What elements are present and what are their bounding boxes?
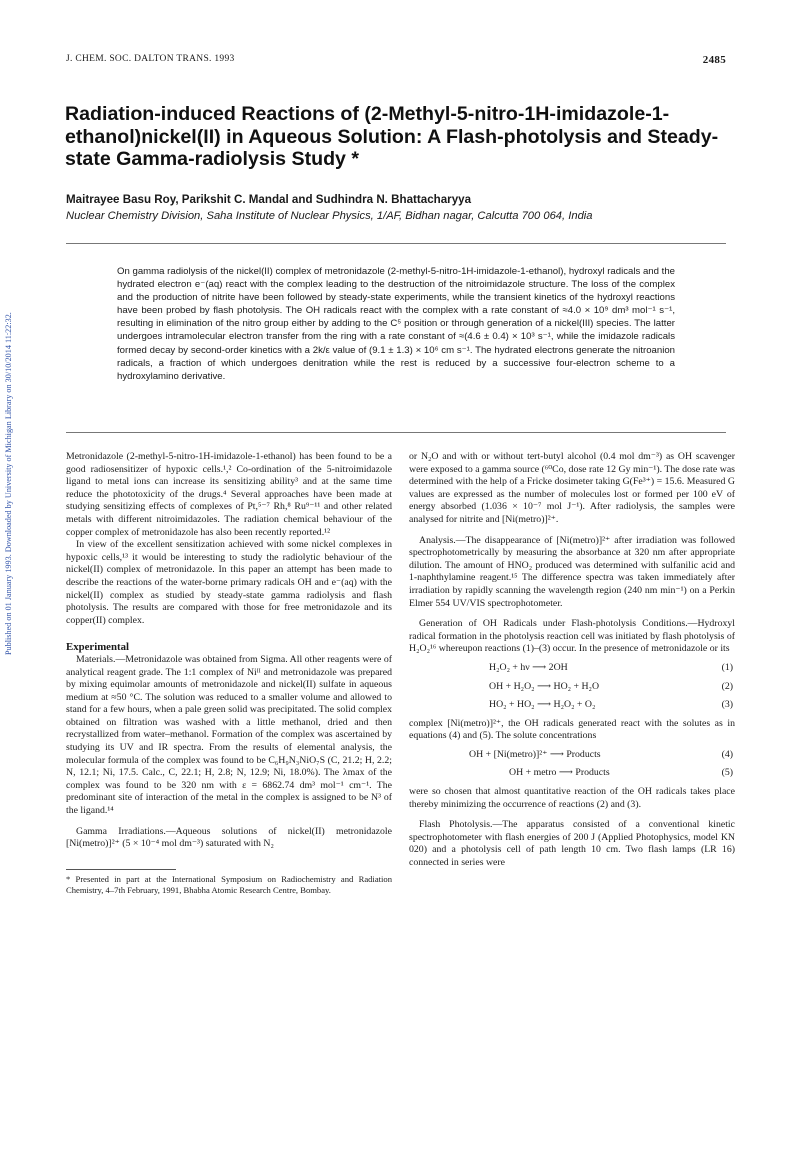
equation-4: OH + [Ni(metro)]²⁺ ⟶ Products (4) xyxy=(469,748,733,760)
gamma-paragraph: Gamma Irradiations.—Aqueous solutions of nickel(II) metronidazole [Ni(metro)]²⁺ (5 × 10⁻⁴ mol dm⁻³) saturated with N₂ xyxy=(66,825,392,850)
left-column xyxy=(66,451,392,896)
top-divider xyxy=(66,243,726,244)
flash-photolysis-paragraph: Flash Photolysis.—The apparatus consisted of a conventional kinetic spectrophotometer with flash energies of 200 J (Applied Photophysics, model KN 020) and a photolysis cell of path length 10 cm. Two flash lamps (LR 16) connected in series were xyxy=(409,819,735,869)
experimental-heading: Experimental xyxy=(66,641,129,654)
materials-paragraph: Materials.—Metronidazole was obtained from Sigma. All other reagents were of analytical reagent grade. The 1:1 complex of Niᴵᴵ and metronidazole was prepared by mixing equimolar amounts of metronidazole and nickel(II) sulfate in aqueous medium at ≈50 °C. The solution was reduced to a smaller volume and allowed to stand for a few hours, when a pale green solid was precipitated. The solid complex obtained on filtration was washed with a little methanol, dried and then recrystallized from water–methanol. Formation of the complex was ascertained by studying its UV and IR spectra. From the results of elemental analysis, the molecular formula of the complex was found to be C₆H₉N₃NiO₇S (C, 21.2; H, 2.2; N, 12.1; Ni, 17.5. Calc., C, 22.1; H, 2.8; N, 12.9; Ni, 18.0%). The λmax of the complex was found to be 320 nm with ε = 6862.74 dm³ mol⁻¹ cm⁻¹. The predominant site of interaction of the metal in the complex is assigned to be N³ of the ligand.¹⁴ xyxy=(66,653,392,817)
complex-paragraph: complex [Ni(metro)]²⁺, the OH radicals generated react with the solutes as in equations (4) and (5). The solute concentrations xyxy=(409,717,735,742)
footnote-divider xyxy=(66,869,176,870)
analysis-paragraph: Analysis.—The disappearance of [Ni(metro)]²⁺ after irradiation was followed spectrophotometrically by measuring the absorbance at 320 nm after appropriate dilution. The amount of HNO₂ produced was determined with sulfanilic acid and 1-naphthylamine reagent.¹⁵ The difference spectra was taken immediately after irradiation by rapidly scanning the wavelength region (240 nm min⁻¹) on a Perkin Elmer 554 UV/VIS spectrophotometer. xyxy=(409,534,735,609)
footnote: * Presented in part at the International Symposium on Radiochemistry and Radiation Chemistry, 4–7th February, 1991, Bhabha Atomic Research Centre, Bombay. xyxy=(66,873,392,895)
intro-paragraph-2: In view of the excellent sensitization achieved with some nickel complexes in hypoxic cells,¹³ it would be interesting to study the radiolytic behaviour of the nickel(II) complex of metronidazole. In this paper an attempt has been made to describe the reactions of the water-borne primary radicals OH and e⁻(aq) with the nickel(II) complex as studied by steady-state gamma radiolysis and flash photolysis. The results are compared with those for free metronidazole and its copper(II) complex. xyxy=(66,539,392,626)
right-column xyxy=(409,451,735,870)
abstract: On gamma radiolysis of the nickel(II) complex of metronidazole (2-methyl-5-nitro-1H-imidazole-1-ethanol), hydroxyl radicals and the hydrated electron e⁻(aq) react with the complex leading to the destruction of the nitroimidazole structure. The loss of the complex and the production of nitrite have been followed by steady-state experiments, while the transient kinetics of the hydroxyl reactions have been probed by flash photolysis. The OH radicals react with the complex with a rate constant of ≈4.0 × 10⁹ dm³ mol⁻¹ s⁻¹, resulting in elimination of the nitro group either by adding to the C⁵ position or through generation of a nickel(III) species. The latter undergoes intramolecular electron transfer from the ring with a rate constant of ≈(4.6 ± 0.4) × 10³ s⁻¹, while the imidazole radicals formed decay by second-order kinetics with a 2k/ε value of (9.1 ± 1.3) × 10⁶ cm s⁻¹. The hydrated electrons generate the nitroanion radicals, a fraction of which undergoes denitration while the rest is reduced by a successive four-electron scheme to a hydroxylamino derivative. xyxy=(117,266,675,382)
journal-header: J. CHEM. SOC. DALTON TRANS. 1993 xyxy=(66,54,235,64)
equation-5: OH + metro ⟶ Products (5) xyxy=(509,767,733,779)
author-list: Maitrayee Basu Roy, Parikshit C. Mandal and Sudhindra N. Bhattacharyya xyxy=(66,193,472,206)
chosen-paragraph: were so chosen that almost quantitative reaction of the OH radicals takes place thereby minimizing the occurrence of reactions (2) and (3). xyxy=(409,786,735,810)
download-stamp: Published on 01 January 1993. Downloaded by University of Michigan Library on 30/10/2014 11:22:32. xyxy=(4,312,13,655)
generation-paragraph: Generation of OH Radicals under Flash-photolysis Conditions.—Hydroxyl radical formation in the photolysis reaction cell was initiated by flash photolysis of H₂O₂¹⁶ whereupon reactions (1)–(3) occur. In the presence of metronidazole or its xyxy=(409,618,735,655)
page-number: 2485 xyxy=(702,54,726,66)
abstract-divider xyxy=(66,432,726,433)
article-title: Radiation-induced Reactions of (2-Methyl-5-nitro-1H-imidazole-1-ethanol)nickel(II) in Aqueous Solution: A Flash-photolysis and Steady-state Gamma-radiolysis Study * xyxy=(65,103,719,170)
gamma-continued: or N₂O and with or without tert-butyl alcohol (0.4 mol dm⁻³) as OH scavenger were exposed to a gamma source (⁶⁰Co, dose rate 12 Gy min⁻¹). The dose rate was determined with the help of a Fricke dosimeter taking G(Fe³⁺) = 15.6. Measured G values are expressed as the number of molecules lost or formed per 100 eV of energy absorbed (1.036 × 10⁻⁷ mol J⁻¹). After radiolysis, the samples were analysed for nitrite and [Ni(metro)]²⁺. xyxy=(409,451,735,525)
equation-1: H₂O₂ + hν ⟶ 2OH (1) xyxy=(489,661,733,673)
intro-paragraph-1: Metronidazole (2-methyl-5-nitro-1H-imidazole-1-ethanol) has been found to be a good radiosensitizer of hypoxic cells.¹,² Co-ordination of the 5-nitroimidazole ligand to metal ions can increase its sensitizing ability³ and at the same time reduce the phototoxicity of the drugs.⁴ Several approaches have been made at studying sensitizing effects of complexes of Pt,⁵⁻⁷ Rh,⁸ Ru⁹⁻¹¹ and other related metals with different nitroimidazoles. The radiation chemical behaviour of the copper complex of metronidazole has also been recently reported.¹² xyxy=(66,451,392,538)
equation-3: HO₂ + HO₂ ⟶ H₂O₂ + O₂ (3) xyxy=(489,699,733,711)
affiliation: Nuclear Chemistry Division, Saha Institute of Nuclear Physics, 1/AF, Bidhan nagar, Calcutta 700 064, India xyxy=(66,210,593,222)
equation-2: OH + H₂O₂ ⟶ HO₂ + H₂O (2) xyxy=(489,680,733,692)
